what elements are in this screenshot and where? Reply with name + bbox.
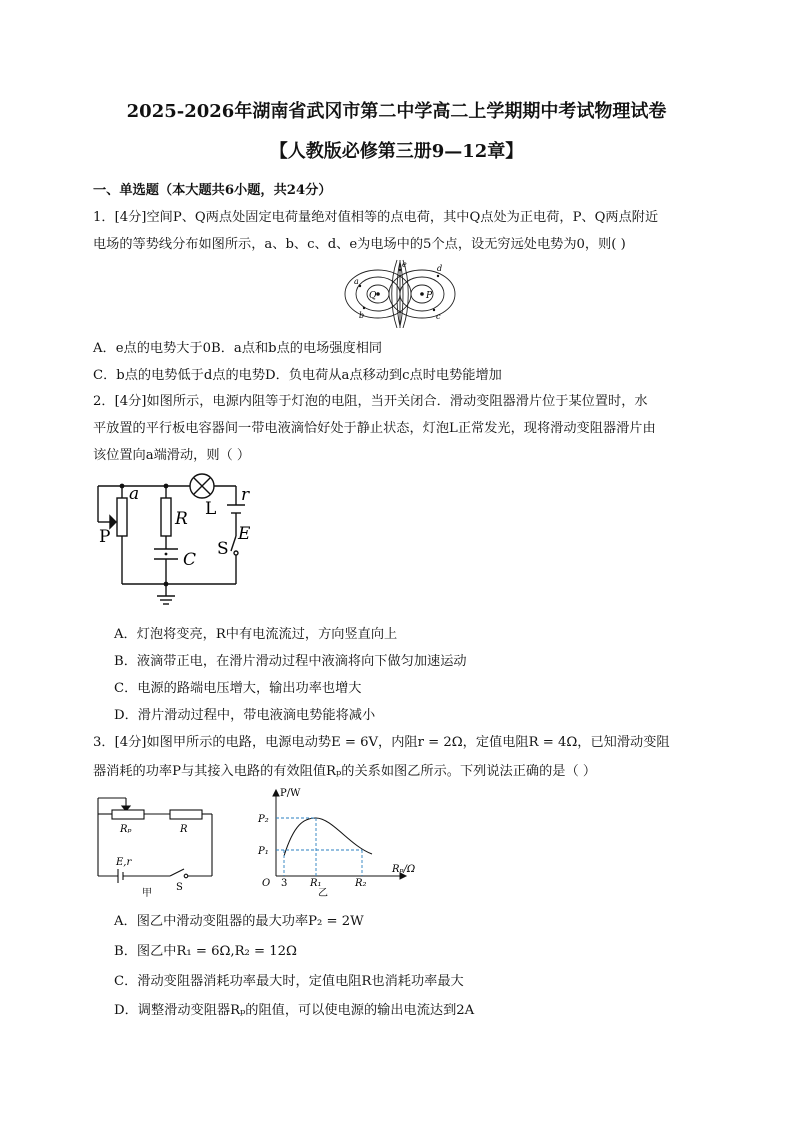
q2-option-a: A．灯泡将变亮，R中有电流流过，方向竖直向上: [114, 627, 398, 642]
q3-stem-line1: 3．[4分]如图甲所示的电路，电源电动势E = 6V，内阻r = 2Ω，定值电阻R = 4Ω，已知滑动变阻: [93, 735, 670, 750]
q1-stem-line1: 1．[4分]空间P、Q两点处固定电荷量绝对值相等的点电荷，其中Q点处为正电荷，P、Q两点附近: [93, 210, 659, 225]
q2-stem-line3: 该位置向a端滑动，则（ ）: [93, 448, 251, 463]
q3-yi-tick-3: 3: [281, 878, 288, 889]
q3-yi-ylabel: P/W: [280, 788, 301, 799]
q3-option-c: C．滑动变阻器消耗功率最大时，定值电阻R也消耗功率最大: [114, 974, 464, 989]
q1-label-e: e: [402, 260, 407, 269]
q3-option-b: B．图乙中R₁ = 6Ω,R₂ = 12Ω: [114, 944, 297, 959]
q3-yi-xlabel: Rₚ/Ω: [392, 864, 416, 875]
q3-yi-caption: 乙: [318, 888, 328, 898]
q1-label-b: b: [359, 311, 365, 320]
q2-option-d: D．滑片滑动过程中，带电液滴电势能将减小: [114, 708, 376, 723]
q2-label-P: P: [99, 527, 111, 547]
q2-label-E: E: [238, 524, 250, 544]
q3-option-d: D．调整滑动变阻器Rₚ的阻值，可以使电源的输出电流达到2A: [114, 1003, 475, 1018]
q3-yi-tick-r1: R₁: [310, 878, 322, 889]
q3-figure-yi-graph: [254, 784, 426, 898]
q3-stem-line2: 器消耗的功率P与其接入电路的有效阻值Rₚ的关系如图乙所示。下列说法正确的是（ ）: [93, 764, 597, 779]
q1-options-cd: C．b点的电势低于d点的电势D．负电荷从a点移动到c点时电势能增加: [93, 368, 502, 383]
q3-jia-label-er: E,r: [116, 857, 132, 868]
q3-jia-label-r: R: [180, 824, 188, 835]
q3-yi-origin: O: [262, 878, 271, 889]
q3-jia-caption: 甲: [142, 888, 152, 898]
q1-label-a: a: [354, 277, 359, 286]
exam-title: 2025-2026年湖南省武冈市第二中学高二上学期期中考试物理试卷: [126, 101, 667, 122]
q2-label-S: S: [217, 539, 229, 559]
q2-circuit-figure: [90, 470, 250, 612]
q3-option-a: A．图乙中滑动变阻器的最大功率P₂ = 2W: [114, 914, 364, 929]
q1-options-ab: A．e点的电势大于0B．a点和b点的电场强度相同: [93, 341, 383, 356]
q2-label-C: C: [183, 550, 197, 570]
q1-label-P: P: [426, 291, 433, 301]
q2-option-c: C．电源的路端电压增大，输出功率也增大: [114, 681, 362, 696]
q1-label-c: c: [436, 312, 441, 321]
q2-option-b: B．液滴带正电，在滑片滑动过程中液滴将向下做匀加速运动: [114, 654, 467, 669]
q1-label-d: d: [437, 264, 443, 273]
q2-label-r: r: [241, 485, 250, 505]
q1-equipotential-figure: [338, 258, 462, 328]
q2-stem-line2: 平放置的平行板电容器间一带电液滴恰好处于静止状态，灯泡L正常发光，现将滑动变阻器滑片由: [93, 421, 656, 436]
q3-yi-p2: P₂: [258, 814, 269, 825]
q3-yi-tick-r2: R₂: [355, 878, 367, 889]
q3-jia-label-rp: Rₚ: [120, 824, 132, 835]
q3-yi-p1: P₁: [258, 846, 269, 857]
q3-jia-label-s: S: [176, 882, 183, 893]
q2-label-a: a: [129, 484, 140, 504]
q1-label-Q: Q: [369, 291, 377, 301]
q2-label-R: R: [175, 509, 188, 529]
q1-stem-line2: 电场的等势线分布如图所示，a、b、c、d、e为电场中的5个点，设无穷远处电势为0，则( ): [93, 237, 626, 252]
q2-stem-line1: 2．[4分]如图所示，电源内阻等于灯泡的电阻，当开关闭合．滑动变阻器滑片位于某位置时，水: [93, 394, 648, 409]
q2-label-L: L: [205, 499, 217, 519]
exam-subtitle: 【人教版必修第三册9—12章】: [269, 141, 524, 162]
section-heading: 一、单选题（本大题共6小题，共24分）: [93, 183, 332, 198]
q3-figure-jia-circuit: [90, 790, 220, 898]
